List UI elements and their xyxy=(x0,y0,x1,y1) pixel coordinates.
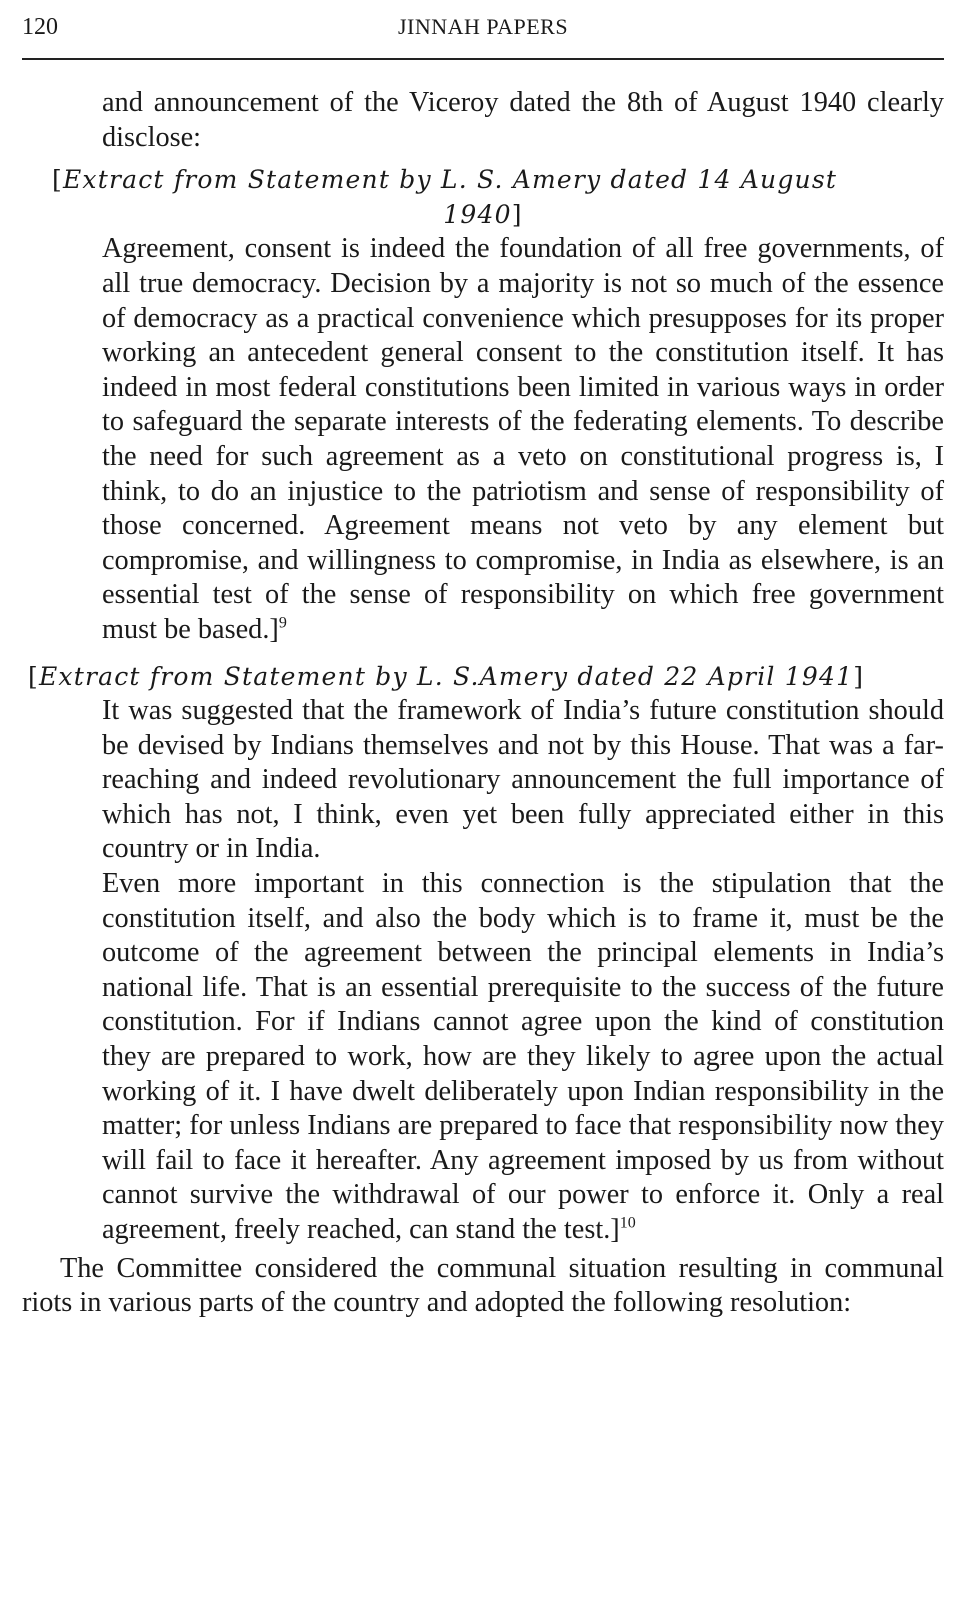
extract-2-paragraph-1: It was suggested that the framework of India’s future constitution should be devised by Indians themselves and not by this House. That was a far-reaching and indeed revolutionary announcement the full importance of which has not, I think, even yet been fully appreciated either in this country or in India. xyxy=(102,695,944,865)
extract-1-paragraph: Agreement, consent is indeed the foundation of all free governments, of all true democracy. Decision by a majority is not so much of the essence of democracy as a practical convenience which presupposes for its proper working an antecedent general consent to the constitution itself. It has indeed in most federal constitutions been limited in various ways in order to safeguard the separate interests of the federating elements. To describe the need for such agreement as a veto on constitutional progress is, I think, to do an injustice to the patriotism and sense of responsibility of those concerned. Agreement means not veto by any element but compromise, and willingness to compromise, in India as elsewhere, is an essential test of the sense of responsibility on which free government must be based.]$^9$ xyxy=(102,233,944,645)
extract-heading-1-text: Extract from Statement by L. S. Amery dated 14 August xyxy=(62,165,838,195)
committee-paragraph: The Committee considered the communal situation resulting in communal riots in various parts of the country and adopted the following resolution: xyxy=(22,1252,944,1319)
extract-heading-1-year: 1940 xyxy=(443,199,512,229)
page-body xyxy=(22,86,944,1321)
intro-paragraph: and announcement of the Viceroy dated the 8th of August 1940 clearly disclose: xyxy=(102,87,944,153)
header-rule xyxy=(22,58,944,60)
extract-heading-2-text: Extract from Statement by L. S.Amery dated 22 April 1941 xyxy=(38,661,854,691)
extract-2-paragraph-2: Even more important in this connection is the stipulation that the constitution itself, and also the body which is to frame it, must be the outcome of the agreement between the principal elements in India’s national life. That is an essential prerequisite to the success of the future constitution. For if Indians cannot agree upon the kind of constitution they are prepared to work, how are they likely to agree upon the actual working of it. I have dwelt deliberately upon Indian responsibility in the matter; for unless Indians are prepared to face that responsibility now they will fail to face it hereafter. Any agreement imposed by us from without cannot survive the withdrawal of our power to enforce it. Only a real agreement, freely reached, can stand the test.]$^{10}$ xyxy=(102,868,944,1245)
extract-heading-1: [Extract from Statement by L. S. Amery dated 14 August 1940] xyxy=(52,165,838,229)
footnote-ref-10: 10 xyxy=(619,1214,636,1232)
extract-quote-2 xyxy=(22,694,944,1248)
extract-heading-2: [Extract from Statement by L. S.Amery dated 22 April 1941] xyxy=(28,661,865,691)
extract-quote-1 xyxy=(22,232,944,647)
page-header xyxy=(22,10,944,54)
page-number: 120 xyxy=(22,14,58,40)
running-head: JINNAH PAPERS xyxy=(397,14,569,39)
footnote-ref-9: 9 xyxy=(278,614,287,632)
